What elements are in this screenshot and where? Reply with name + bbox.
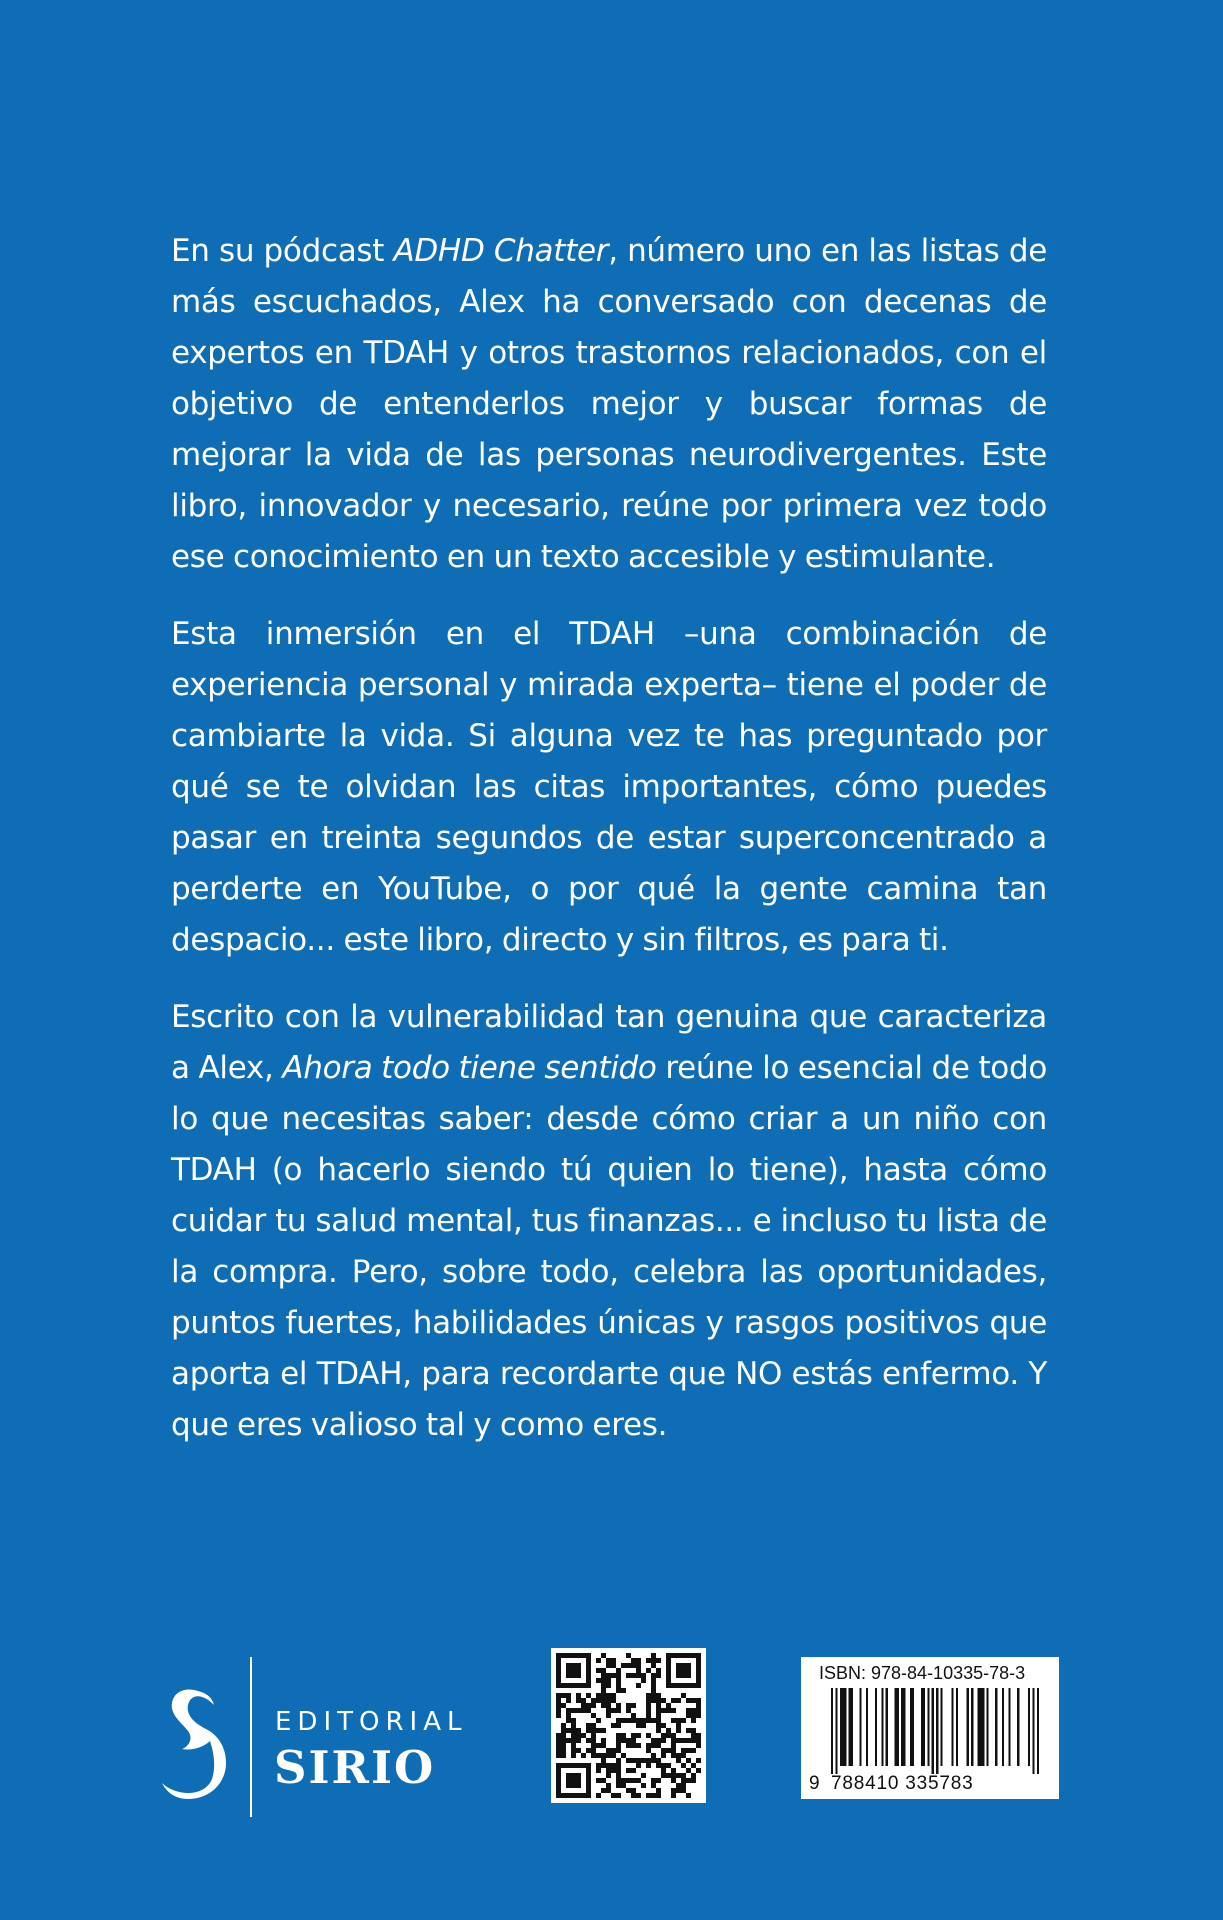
barcode-bar bbox=[881, 1688, 883, 1766]
barcode-bar bbox=[978, 1688, 980, 1766]
barcode-bar bbox=[886, 1688, 888, 1766]
barcode-bar bbox=[1008, 1688, 1010, 1766]
back-cover-blurb bbox=[171, 226, 1047, 1477]
blurb-paragraph-1 bbox=[171, 226, 1047, 583]
barcode-bar bbox=[967, 1688, 969, 1766]
ean-first-digit: 9 bbox=[809, 1773, 820, 1794]
barcode-bar bbox=[901, 1688, 903, 1766]
blurb-paragraph-2: Esta inmersión en el TDAH –una combinación de experiencia personal y mirada experta– tiene el poder de cambiarte la vida. Si alguna vez te has preguntado por qué se te olvidan las citas importantes, cómo puedes pasar en treinta segundos de estar superconcentrado a perderte en YouTube, o por qué la gente camina tan despacio... este libro, directo y sin filtros, es para ti. bbox=[171, 616, 1047, 958]
barcode-bar bbox=[844, 1688, 846, 1766]
barcode-bar bbox=[951, 1688, 953, 1766]
barcode-bar bbox=[982, 1688, 984, 1766]
barcode-bar bbox=[971, 1688, 973, 1766]
blurb-paragraph-3 bbox=[171, 992, 1047, 1451]
barcode-bar bbox=[1017, 1688, 1019, 1766]
barcode-bar bbox=[851, 1688, 853, 1766]
barcode-bar bbox=[831, 1688, 833, 1774]
barcode-bar bbox=[1037, 1688, 1039, 1774]
barcode-bar bbox=[932, 1688, 934, 1774]
barcode-bar bbox=[912, 1688, 914, 1766]
publisher-line2: SIRIO bbox=[274, 1741, 436, 1794]
barcode-bar bbox=[927, 1688, 929, 1766]
barcode-bar bbox=[956, 1688, 958, 1766]
isbn-label: ISBN: 978-84-10335-78-3 bbox=[819, 1663, 1026, 1683]
barcode-bar bbox=[923, 1688, 925, 1766]
publisher-logo bbox=[158, 1655, 478, 1820]
qr-code bbox=[551, 1648, 706, 1803]
barcode-bar bbox=[1032, 1688, 1034, 1774]
barcode-bar bbox=[1028, 1688, 1030, 1766]
barcode-bar bbox=[980, 1688, 982, 1766]
barcode-bar bbox=[1002, 1688, 1004, 1766]
barcode-bar bbox=[903, 1688, 905, 1766]
barcode-bars bbox=[831, 1688, 1039, 1774]
barcode-bar bbox=[894, 1688, 896, 1766]
swan-icon bbox=[158, 1685, 230, 1801]
book-title: Ahora todo tiene sentido bbox=[282, 1050, 657, 1086]
barcode-bar bbox=[849, 1688, 851, 1766]
isbn-barcode bbox=[801, 1657, 1059, 1799]
barcode-bar bbox=[910, 1688, 912, 1766]
publisher-line1: EDITORIAL bbox=[275, 1707, 468, 1737]
barcode-bar bbox=[840, 1688, 842, 1766]
qr-code-icon bbox=[556, 1653, 701, 1798]
qr-modules bbox=[556, 1653, 701, 1798]
barcode-bar bbox=[866, 1688, 868, 1766]
barcode-bar bbox=[986, 1688, 988, 1766]
podcast-title: ADHD Chatter bbox=[393, 233, 609, 269]
barcode-bar bbox=[897, 1688, 899, 1766]
barcode-bar bbox=[859, 1688, 861, 1766]
barcode-bar bbox=[995, 1688, 997, 1766]
barcode-bar bbox=[875, 1688, 877, 1766]
barcode-bar bbox=[835, 1688, 837, 1774]
ean-digits: 788410 335783 bbox=[831, 1773, 974, 1794]
barcode-bar bbox=[936, 1688, 938, 1774]
barcode-bar bbox=[842, 1688, 844, 1766]
blurb-p1-prefix: En su pódcast bbox=[171, 233, 394, 269]
blurb-p3-rest: reúne lo esencial de todo lo que necesitas saber: desde cómo criar a un niño con TDAH (o hacerlo siendo tú quien lo tiene), hasta cómo cuidar tu salud mental, tus finanzas... e incluso tu lista de la compra. Pero, sobre todo, celebra las oportunidades, puntos fuertes, habilidades únicas y rasgos positivos que aporta el TDAH, para recordarte que NO estás enfermo. Y que eres valioso tal y como eres. bbox=[171, 1050, 1048, 1443]
barcode-bar bbox=[921, 1688, 923, 1766]
barcode-bar bbox=[940, 1688, 942, 1766]
logo-divider bbox=[250, 1657, 252, 1817]
blurb-p3-prefix: Escrito con la vulnerabilidad tan genuina que caracteriza a Alex, bbox=[171, 999, 1047, 1086]
blurb-p1-rest: , número uno en las listas de más escuchados, Alex ha conversado con decenas de expertos en TDAH y otros trastornos relacionados, con el objetivo de entenderlos mejor y buscar formas de mejorar la vida de las personas neurodivergentes. Este libro, innovador y necesario, reúne por primera vez todo ese conocimiento en un texto accesible y estimulante. bbox=[171, 233, 1047, 575]
